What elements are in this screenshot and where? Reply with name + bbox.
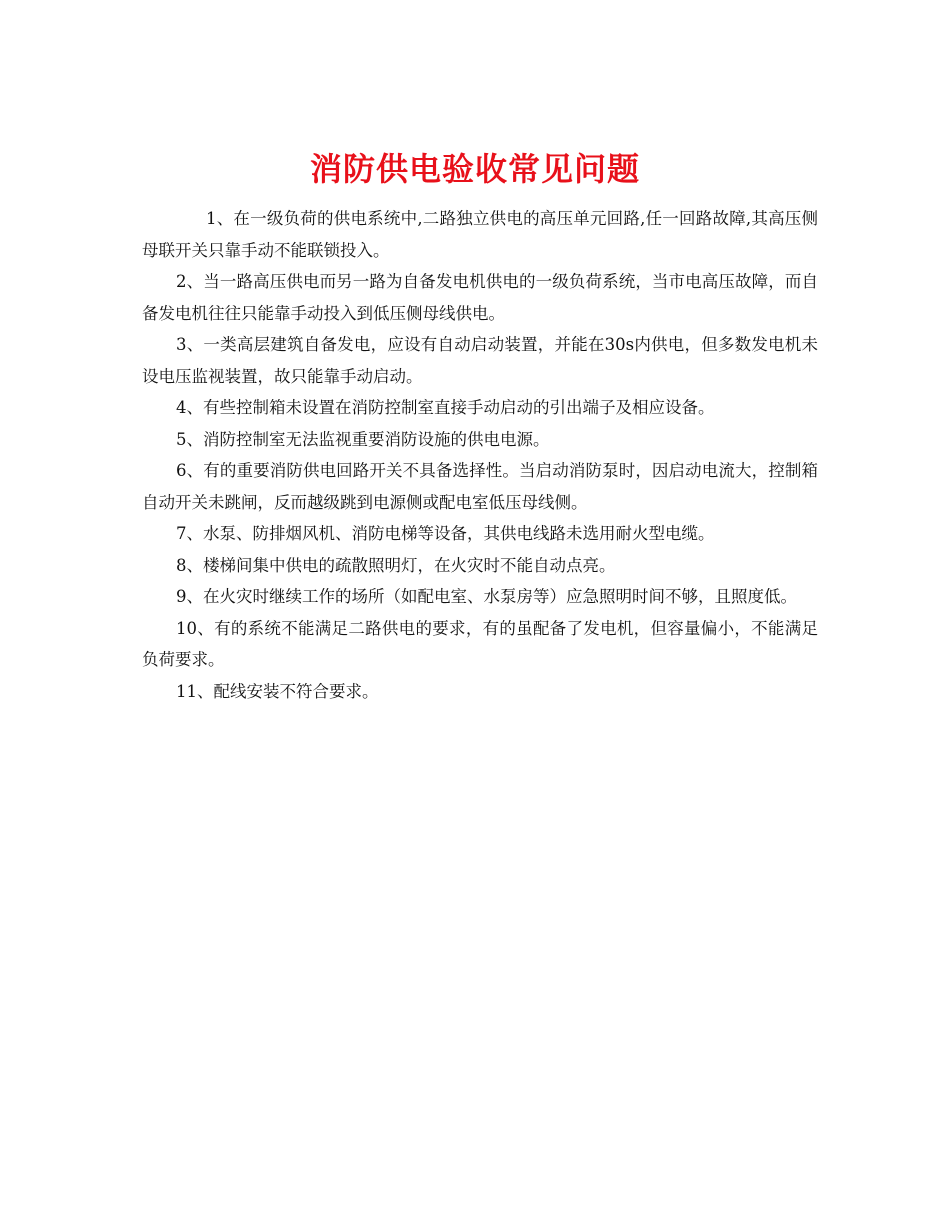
paragraph-10: 10、有的系统不能满足二路供电的要求，有的虽配备了发电机，但容量偏小，不能满足负荷要求。: [142, 618, 818, 669]
document-body: [142, 203, 818, 707]
paragraph-8: 8、楼梯间集中供电的疏散照明灯，在火灾时不能自动点亮。: [176, 555, 616, 575]
paragraph-9: 9、在火灾时继续工作的场所（如配电室、水泵房等）应急照明时间不够，且照度低。: [176, 587, 797, 606]
paragraph-4: 4、有些控制箱未设置在消防控制室直接手动启动的引出端子及相应设备。: [176, 398, 715, 417]
paragraph-6: 6、有的重要消防供电回路开关不具备选择性。当启动消防泵时，因启动电流大，控制箱自动开关未跳闸，反而越级跳到电源侧或配电室低压母线侧。: [142, 461, 818, 512]
paragraph-7: 7、水泵、防排烟风机、消防电梯等设备，其供电线路未选用耐火型电缆。: [176, 524, 715, 543]
paragraph-5: 5、消防控制室无法监视重要消防设施的供电电源。: [176, 429, 550, 449]
paragraph-11: 11、配线安装不符合要求。: [176, 681, 379, 701]
paragraph-2: 2、当一路高压供电而另一路为自备发电机供电的一级负荷系统，当市电高压故障，而自备发电机往往只能靠手动投入到低压侧母线供电。: [142, 272, 818, 323]
document-title: 消防供电验收常见问题: [309, 150, 640, 189]
paragraph-3: 3、一类高层建筑自备发电，应设有自动启动装置，并能在30s内供电，但多数发电机未设电压监视装置，故只能靠手动启动。: [142, 335, 818, 386]
paragraph-1: 1、在一级负荷的供电系统中,二路独立供电的高压单元回路,任一回路故障,其高压侧母联开关只靠手动不能联锁投入。: [142, 209, 818, 260]
